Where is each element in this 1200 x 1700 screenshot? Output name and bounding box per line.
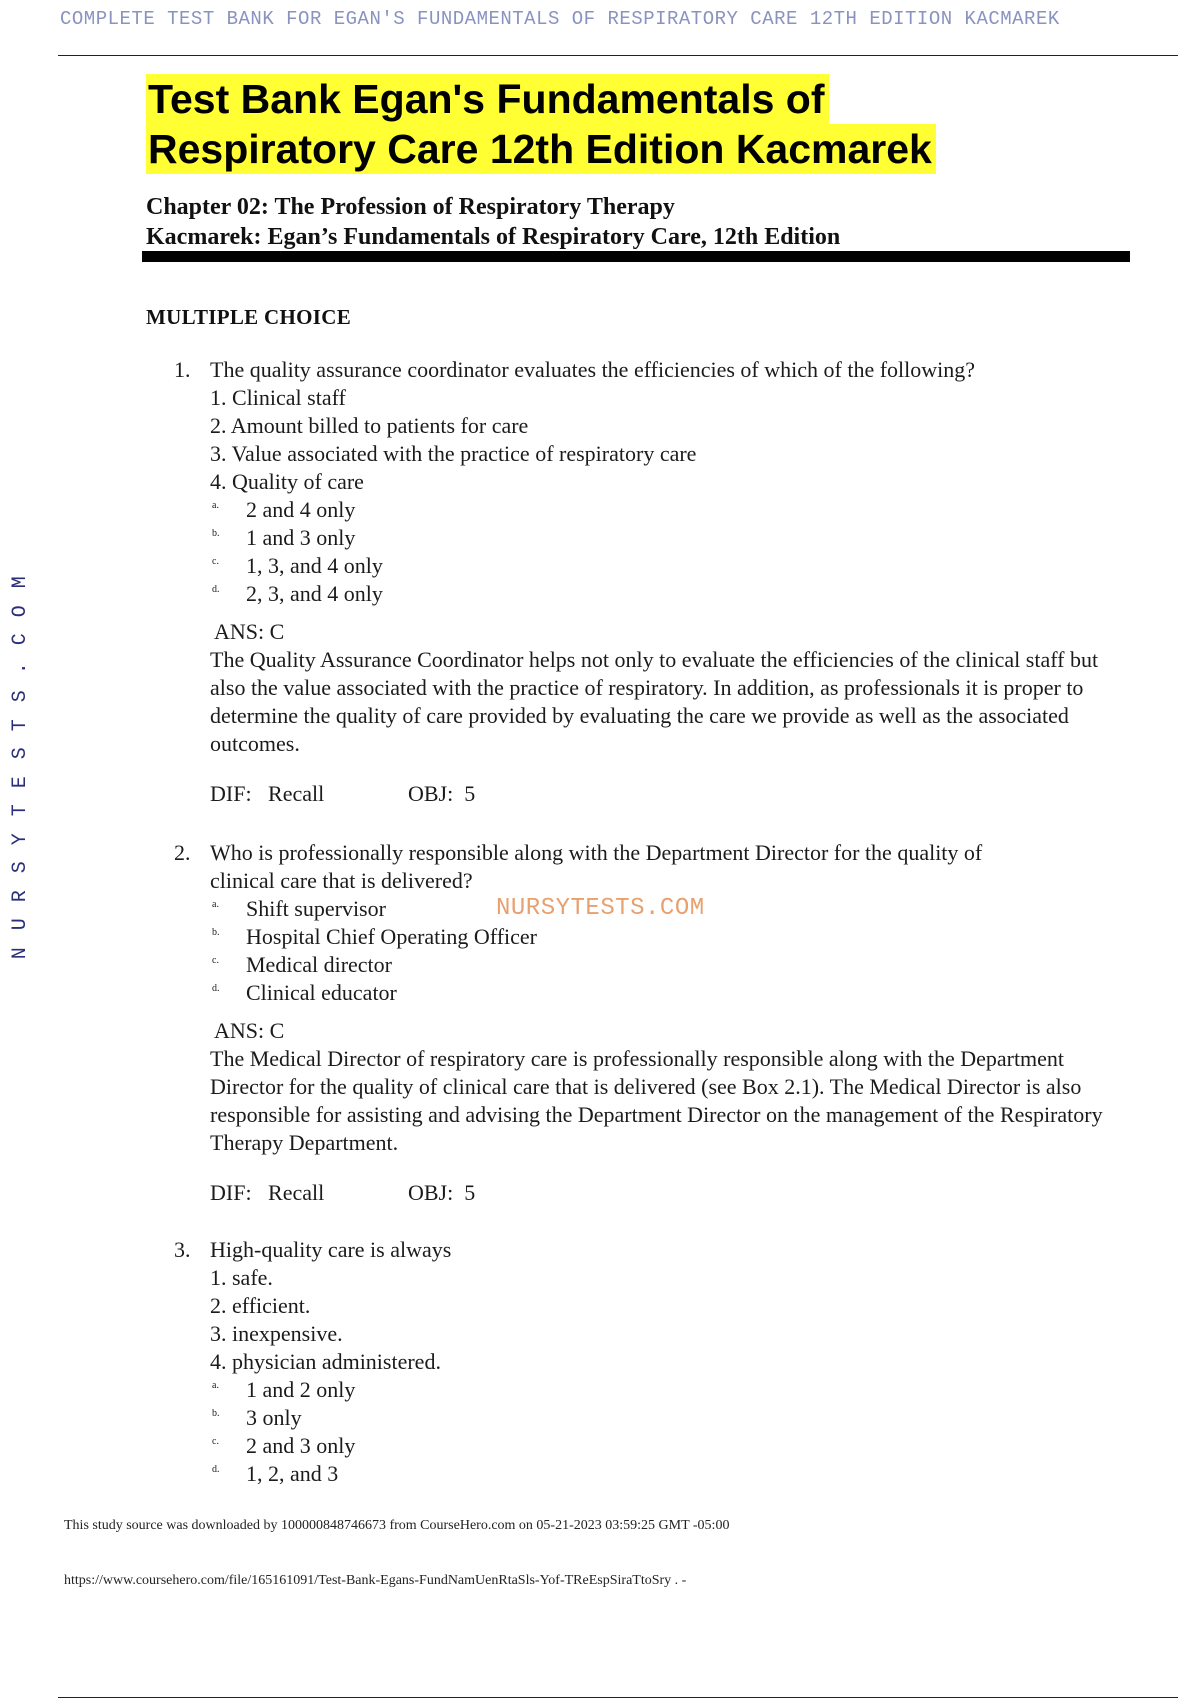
answer-key: ANS: C xyxy=(214,1018,285,1043)
difficulty: DIF: Recall xyxy=(210,781,325,806)
question-stem: Who is professionally responsible along with the Department Director for the quality of clinical care that is delivered? xyxy=(210,840,983,893)
option-letter: a. xyxy=(212,500,219,511)
answer-option xyxy=(210,552,1134,580)
option-text: 2, 3, and 4 only xyxy=(246,581,383,606)
statement-item: 2. efficient. xyxy=(210,1293,311,1318)
question-stem: High-quality care is always xyxy=(210,1237,452,1262)
statement-item: 3. inexpensive. xyxy=(210,1321,343,1346)
answer-option xyxy=(210,524,1134,552)
chapter-heading: Chapter 02: The Profession of Respiratory Therapy xyxy=(146,194,675,220)
question-3 xyxy=(174,1236,1134,1488)
title-line-1: Test Bank Egan's Fundamentals of xyxy=(146,74,829,124)
question-meta xyxy=(210,780,1134,808)
side-watermark-char: S xyxy=(8,747,32,760)
option-letter: c. xyxy=(212,556,219,567)
statement-item: 4. physician administered. xyxy=(210,1349,441,1374)
answer-option xyxy=(210,496,1134,524)
option-letter: d. xyxy=(212,584,220,595)
option-letter: a. xyxy=(212,899,219,910)
side-watermark-char: U xyxy=(8,918,32,931)
answer-option xyxy=(210,1376,1134,1404)
download-notice: This study source was downloaded by 100000848746673 from CourseHero.com on 05-21-2023 03:59:25 GMT -05:00 xyxy=(64,1518,730,1533)
option-text: Hospital Chief Operating Officer xyxy=(246,924,538,949)
option-letter: c. xyxy=(212,955,219,966)
side-watermark-char: O xyxy=(8,604,32,617)
answer-option xyxy=(210,580,1134,608)
option-text: Clinical educator xyxy=(246,980,397,1005)
answer-option xyxy=(210,1460,1134,1488)
title-line-2: Respiratory Care 12th Edition Kacmarek xyxy=(146,124,936,174)
answer-key: ANS: C xyxy=(214,619,285,644)
question-number: 3. xyxy=(174,1237,191,1262)
objective: OBJ: 5 xyxy=(408,1180,476,1205)
side-watermark-char: S xyxy=(8,690,32,703)
option-text: Medical director xyxy=(246,952,392,977)
option-letter: d. xyxy=(212,983,220,994)
answer-option xyxy=(210,1432,1134,1460)
question-number: 2. xyxy=(174,840,191,865)
side-watermark xyxy=(6,568,36,967)
bottom-rule xyxy=(58,1697,1178,1698)
statement-item: 2. Amount billed to patients for care xyxy=(210,413,529,438)
option-text: 1, 2, and 3 xyxy=(246,1461,339,1486)
top-rule xyxy=(58,55,1178,56)
option-letter: b. xyxy=(212,528,220,539)
option-text: 1 and 2 only xyxy=(246,1377,356,1402)
answer-option xyxy=(210,1404,1134,1432)
option-text: 2 and 3 only xyxy=(246,1433,356,1458)
statement-item: 3. Value associated with the practice of respiratory care xyxy=(210,441,697,466)
side-watermark-char: S xyxy=(8,861,32,874)
heading-rule xyxy=(142,251,1130,262)
statement-item: 1. Clinical staff xyxy=(210,385,346,410)
header-banner: COMPLETE TEST BANK FOR EGAN'S FUNDAMENTALS OF RESPIRATORY CARE 12TH EDITION KACMAREK xyxy=(60,8,1060,30)
option-text: Shift supervisor xyxy=(246,896,386,921)
side-watermark-char: N xyxy=(8,946,32,959)
side-watermark-char: E xyxy=(8,775,32,788)
page-title xyxy=(146,74,1046,174)
statement-item: 1. safe. xyxy=(210,1265,273,1290)
side-watermark-char: C xyxy=(8,633,32,646)
side-watermark-char: Y xyxy=(8,832,32,845)
source-url[interactable]: https://www.coursehero.com/file/165161091/Test-Bank-Egans-FundNamUenRtaSls-Yof-TReEspSiraTtoSry . - xyxy=(64,1573,687,1588)
option-text: 3 only xyxy=(246,1405,302,1430)
option-letter: c. xyxy=(212,1436,219,1447)
option-letter: b. xyxy=(212,1408,220,1419)
side-watermark-char: T xyxy=(8,804,32,817)
option-letter: a. xyxy=(212,1380,219,1391)
option-text: 1 and 3 only xyxy=(246,525,356,550)
book-heading: Kacmarek: Egan’s Fundamentals of Respiratory Care, 12th Edition xyxy=(146,224,841,250)
side-watermark-char: R xyxy=(8,889,32,902)
section-heading: MULTIPLE CHOICE xyxy=(146,305,352,329)
difficulty: DIF: Recall xyxy=(210,1180,325,1205)
question-stem: The quality assurance coordinator evaluates the efficiencies of which of the following? xyxy=(210,357,976,382)
question-number: 1. xyxy=(174,357,191,382)
statement-item: 4. Quality of care xyxy=(210,469,364,494)
answer-option xyxy=(210,951,1010,979)
question-1 xyxy=(174,356,1134,808)
option-letter: b. xyxy=(212,927,220,938)
center-watermark: NURSYTESTS.COM xyxy=(496,895,705,922)
objective: OBJ: 5 xyxy=(408,781,476,806)
side-watermark-char: M xyxy=(8,576,32,589)
rationale-text: The Quality Assurance Coordinator helps not only to evaluate the efficiencies of the clinical staff but also the value associated with the practice of respiratory. In addition, as professionals it is proper to determine the quality of care provided by evaluating the care we provide as well as the associated outcomes. xyxy=(210,647,1099,756)
side-watermark-char: T xyxy=(8,718,32,731)
option-text: 2 and 4 only xyxy=(246,497,356,522)
answer-option xyxy=(210,979,1010,1007)
question-meta xyxy=(210,1179,1134,1207)
side-watermark-char: . xyxy=(8,661,32,674)
option-text: 1, 3, and 4 only xyxy=(246,553,383,578)
option-letter: d. xyxy=(212,1464,220,1475)
answer-option xyxy=(210,923,1010,951)
rationale-text: The Medical Director of respiratory care is professionally responsible along with the Department Director for the quality of clinical care that is delivered (see Box 2.1). The Medical Director is also responsible for assisting and advising the Department Director on the management of the Respiratory Therapy Department. xyxy=(210,1046,1103,1155)
